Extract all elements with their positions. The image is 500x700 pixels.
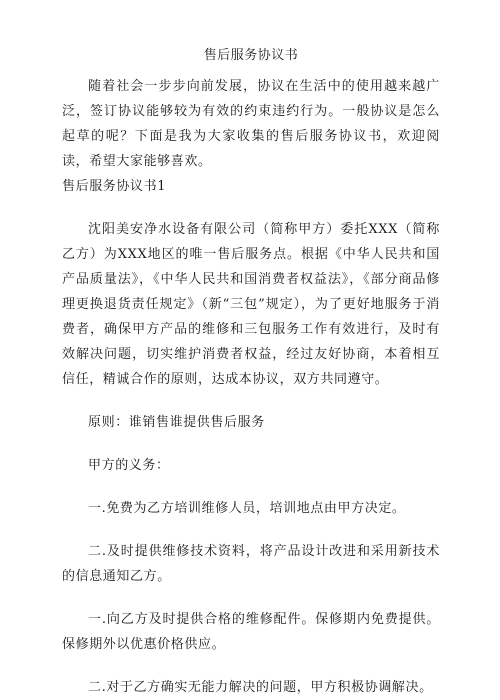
obligation-item: 二.及时提供维修技术资料，将产品设计改进和采用新技术的信息通知乙方。 [62, 544, 440, 584]
obligations-heading: 甲方的义务： [88, 458, 170, 473]
principle-paragraph: 原则：谁销售谁提供售后服务 [88, 415, 265, 430]
body-paragraph: 沈阳美安净水设备有限公司（简称甲方）委托XXX（简称乙方）为XXX地区的唯一售后服务点。根据《中华人民共和国产品质量法》，《中华人民共和国消费者权益法》，《部分商品修理更换退货责任规定》（新“三包”规定），为了更好地服务于消费者，确保甲方产品的维修和三包服务工作有效进行，及时有效解决问题，切实维护消费者权益，经过友好协商，本着相互信任，精诚合作的原则，达成本协议，双方共同遵守。 [62, 222, 440, 387]
obligation-item: 二.对于乙方确实无能力解决的问题，甲方积极协调解决。 [88, 680, 433, 695]
intro-paragraph: 随着社会一步步向前发展，协议在生活中的使用越来越广泛，签订协议能够较为有效的约束违约行为。一般协议是怎么起草的呢？下面是我为大家收集的售后服务协议书，欢迎阅读，希望大家能够喜欢。 [62, 79, 440, 169]
document-title: 售后服务协议书 [203, 48, 299, 63]
obligation-item: 一.免费为乙方培训维修人员，培训地点由甲方决定。 [88, 501, 406, 516]
section-heading: 售后服务协议书1 [62, 179, 167, 194]
obligation-item: 一.向乙方及时提供合格的维修配件。保修期内免费提供。保修期外以优惠价格供应。 [62, 612, 440, 652]
